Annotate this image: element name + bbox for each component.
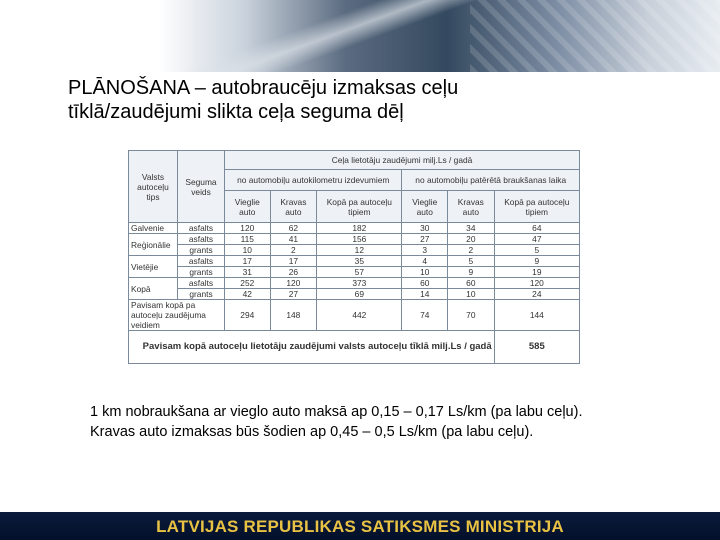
road-type-cell: Vietējie	[129, 256, 178, 278]
value-cell: 120	[270, 278, 317, 289]
value-cell: 26	[270, 267, 317, 278]
value-cell: 30	[402, 223, 448, 234]
note-line-1: 1 km nobraukšana ar vieglo auto maksā ap 0,15 – 0,17 Ls/km (pa labu ceļu).	[90, 404, 583, 420]
value-cell: 5	[494, 245, 579, 256]
slide-title	[68, 76, 458, 124]
value-cell: 252	[225, 278, 271, 289]
road-type-cell: Kopā	[129, 278, 178, 300]
header-banner	[0, 0, 720, 72]
value-cell: 19	[494, 267, 579, 278]
value-cell: 2	[448, 245, 495, 256]
value-cell: 10	[402, 267, 448, 278]
header-time-costs: no automobiļu patērētā braukšanas laika	[402, 170, 580, 191]
table-row	[129, 245, 580, 256]
header-road-type: Valsts autoceļu tips	[129, 151, 178, 223]
value-cell: 156	[317, 234, 402, 245]
value-cell: 35	[317, 256, 402, 267]
table-total-row	[129, 300, 580, 331]
grand-total-row	[129, 331, 580, 364]
road-type-cell: Galvenie	[129, 223, 178, 234]
footer-bar	[0, 512, 720, 540]
table-row	[129, 289, 580, 300]
table-row	[129, 223, 580, 234]
grand-total-label: Pavisam kopā autoceļu lietotāju zaudējumi valsts autoceļu tīklā milj.Ls / gadā	[129, 331, 495, 364]
header-cars-time: Vieglie auto	[402, 191, 448, 223]
value-cell: 5	[448, 256, 495, 267]
value-cell: 64	[494, 223, 579, 234]
total-value-cell: 148	[270, 300, 317, 331]
value-cell: 34	[448, 223, 495, 234]
table-row	[129, 256, 580, 267]
header-km-costs: no automobiļu autokilometru izdevumiem	[225, 170, 402, 191]
value-cell: 62	[270, 223, 317, 234]
surface-cell: asfalts	[178, 234, 225, 245]
surface-cell: grants	[178, 245, 225, 256]
value-cell: 120	[225, 223, 271, 234]
notes	[90, 402, 582, 442]
header-losses-group: Ceļa lietotāju zaudējumi milj.Ls / gadā	[225, 151, 580, 170]
total-value-cell: 70	[448, 300, 495, 331]
title-line-1: PLĀNOŠANA – autobraucēju izmaksas ceļu	[68, 77, 459, 99]
total-value-cell: 294	[225, 300, 271, 331]
header-total-km: Kopā pa autoceļu tipiem	[317, 191, 402, 223]
banner-map-image	[470, 0, 720, 72]
banner-road-image	[180, 0, 480, 72]
value-cell: 17	[225, 256, 271, 267]
surface-cell: grants	[178, 267, 225, 278]
value-cell: 60	[402, 278, 448, 289]
value-cell: 2	[270, 245, 317, 256]
value-cell: 14	[402, 289, 448, 300]
table-row	[129, 278, 580, 289]
value-cell: 20	[448, 234, 495, 245]
header-trucks-time: Kravas auto	[448, 191, 495, 223]
value-cell: 9	[448, 267, 495, 278]
value-cell: 41	[270, 234, 317, 245]
header-surface: Seguma veids	[178, 151, 225, 223]
value-cell: 115	[225, 234, 271, 245]
value-cell: 120	[494, 278, 579, 289]
value-cell: 24	[494, 289, 579, 300]
header-total-time: Kopā pa autoceļu tipiem	[494, 191, 579, 223]
surface-cell: asfalts	[178, 278, 225, 289]
surface-cell: asfalts	[178, 256, 225, 267]
value-cell: 12	[317, 245, 402, 256]
value-cell: 27	[270, 289, 317, 300]
road-user-losses-table	[128, 150, 580, 364]
footer-ministry-name: LATVIJAS REPUBLIKAS SATIKSMES MINISTRIJA	[156, 517, 564, 536]
total-row-label: Pavisam kopā pa autoceļu zaudējuma veidiem	[129, 300, 225, 331]
grand-total-value: 585	[494, 331, 579, 364]
note-line-2: Kravas auto izmaksas būs šodien ap 0,45 – 0,5 Ls/km (pa labu ceļu).	[90, 424, 534, 440]
value-cell: 10	[448, 289, 495, 300]
value-cell: 17	[270, 256, 317, 267]
table-row	[129, 234, 580, 245]
total-value-cell: 144	[494, 300, 579, 331]
road-type-cell: Reģionālie	[129, 234, 178, 256]
surface-cell: asfalts	[178, 223, 225, 234]
value-cell: 27	[402, 234, 448, 245]
value-cell: 57	[317, 267, 402, 278]
value-cell: 31	[225, 267, 271, 278]
value-cell: 47	[494, 234, 579, 245]
surface-cell: grants	[178, 289, 225, 300]
value-cell: 10	[225, 245, 271, 256]
value-cell: 60	[448, 278, 495, 289]
header-trucks-km: Kravas auto	[270, 191, 317, 223]
total-value-cell: 74	[402, 300, 448, 331]
value-cell: 182	[317, 223, 402, 234]
value-cell: 4	[402, 256, 448, 267]
value-cell: 373	[317, 278, 402, 289]
total-value-cell: 442	[317, 300, 402, 331]
value-cell: 69	[317, 289, 402, 300]
table-row	[129, 267, 580, 278]
value-cell: 42	[225, 289, 271, 300]
value-cell: 9	[494, 256, 579, 267]
value-cell: 3	[402, 245, 448, 256]
title-line-2: tīklā/zaudējumi slikta ceļa seguma dēļ	[68, 101, 404, 123]
header-cars-km: Vieglie auto	[225, 191, 271, 223]
